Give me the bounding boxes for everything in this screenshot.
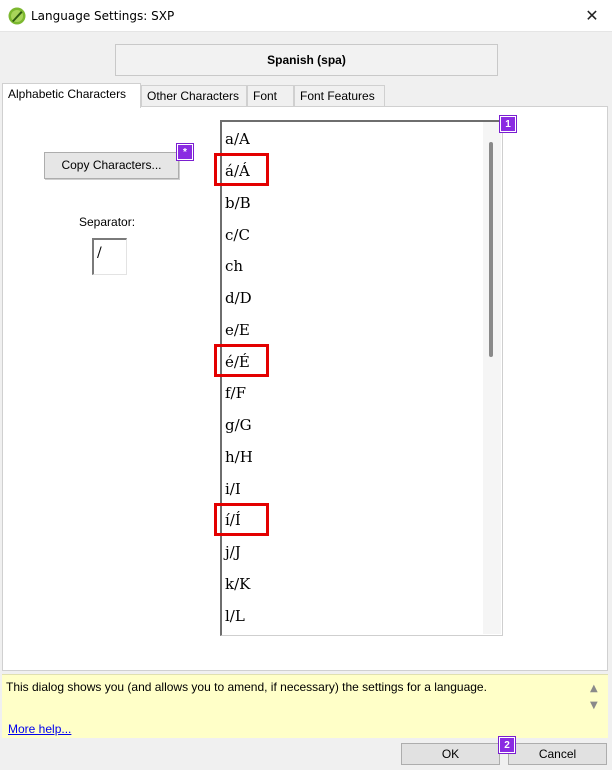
more-help-link[interactable]: More help... xyxy=(8,722,72,736)
title-bar xyxy=(0,0,612,32)
list-item[interactable]: f/F xyxy=(225,384,247,402)
scrollbar-thumb[interactable] xyxy=(489,142,493,357)
list-item[interactable]: é/É xyxy=(225,353,250,371)
tab-font[interactable]: Font xyxy=(247,85,294,107)
list-item[interactable]: h/H xyxy=(225,448,253,466)
separator-input[interactable]: / xyxy=(92,238,127,275)
list-item[interactable]: á/Á xyxy=(225,162,250,180)
list-item[interactable]: g/G xyxy=(225,416,252,434)
tab-font-features[interactable]: Font Features xyxy=(294,85,385,107)
list-item[interactable]: c/C xyxy=(225,226,250,244)
tab-alphabetic-characters[interactable]: Alphabetic Characters xyxy=(2,83,141,108)
tab-other-characters[interactable]: Other Characters xyxy=(141,85,247,107)
alphabetic-characters-list[interactable] xyxy=(220,120,503,636)
annotation-badge-1: 1 xyxy=(500,116,516,132)
scroll-up-icon[interactable]: ▲ xyxy=(590,683,598,694)
close-icon[interactable]: ✕ xyxy=(585,6,599,25)
annotation-badge-star: * xyxy=(177,144,193,160)
list-item[interactable]: j/J xyxy=(225,543,241,561)
separator-label: Separator: xyxy=(79,215,136,229)
scroll-down-icon[interactable]: ▼ xyxy=(590,700,598,711)
list-item[interactable]: e/E xyxy=(225,321,250,339)
list-item[interactable]: í/Í xyxy=(225,511,241,529)
copy-characters-button[interactable]: Copy Characters... xyxy=(44,152,179,179)
list-item[interactable]: d/D xyxy=(225,289,252,307)
list-item[interactable]: a/A xyxy=(225,130,250,148)
help-text: This dialog shows you (and allows you to amend, if necessary) the settings for a language. xyxy=(6,680,487,694)
window-title: Language Settings: SXP xyxy=(31,9,175,23)
list-item[interactable]: i/I xyxy=(225,480,241,498)
highlight-box xyxy=(214,153,269,186)
highlight-box xyxy=(214,503,269,536)
list-item[interactable]: ch xyxy=(225,257,244,275)
cancel-button[interactable]: Cancel xyxy=(508,743,607,765)
list-item[interactable]: k/K xyxy=(225,575,251,593)
ok-button[interactable]: OK xyxy=(401,743,500,765)
highlight-box xyxy=(214,344,269,377)
leaf-pen-icon xyxy=(8,7,26,25)
list-item[interactable]: l/L xyxy=(225,607,245,625)
list-item[interactable]: b/B xyxy=(225,194,251,212)
language-name: Spanish (spa) xyxy=(115,44,498,76)
annotation-badge-2: 2 xyxy=(499,737,515,753)
